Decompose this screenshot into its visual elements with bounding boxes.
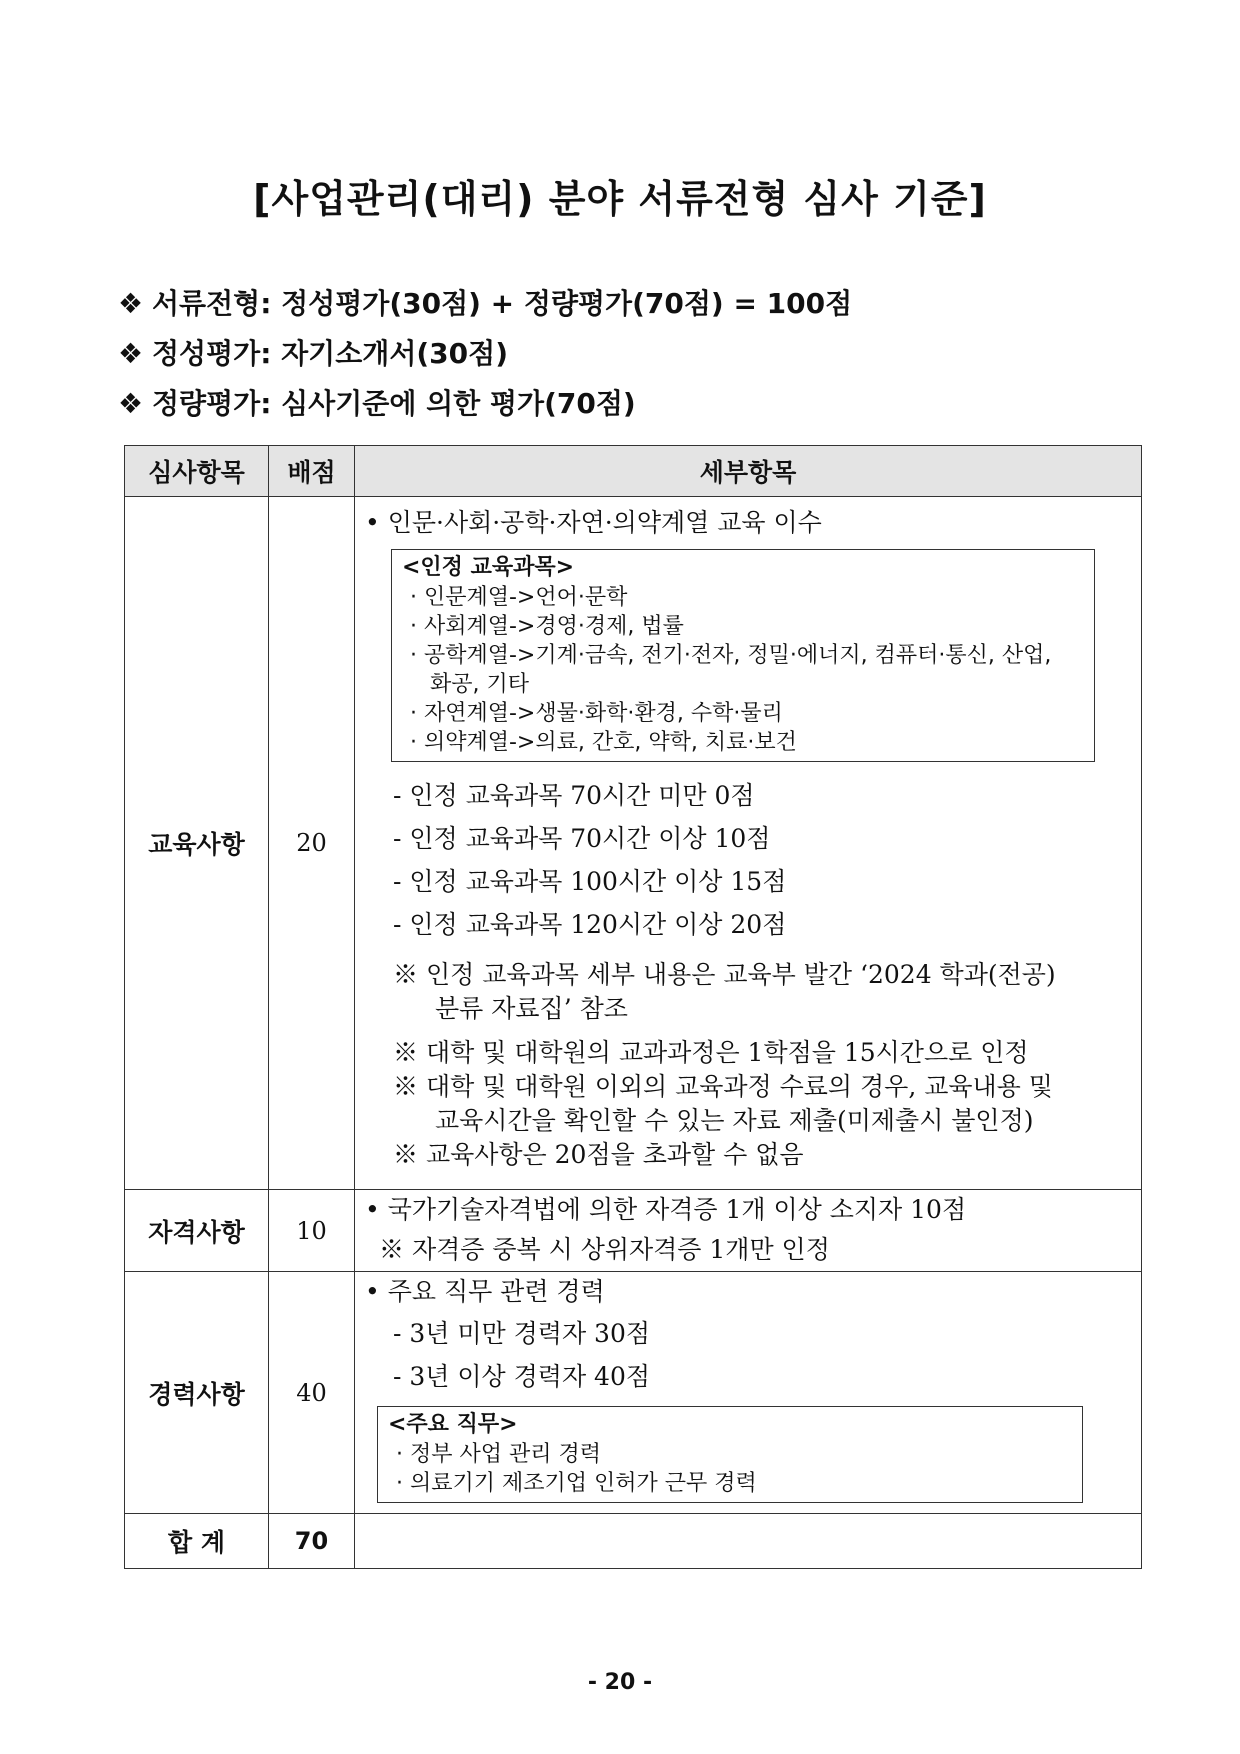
summary-item: ❖ 서류전형: 정성평가(30점) + 정량평가(70점) = 100점 [118, 287, 853, 320]
detail-career [355, 1272, 1142, 1514]
detail-qualification [355, 1190, 1142, 1272]
criteria-item: - 3년 미만 경력자 30점 [393, 1319, 651, 1348]
header-score: 배점 [269, 446, 355, 497]
criteria-item: - 인정 교육과목 100시간 이상 15점 [393, 867, 787, 896]
list-item: · 의약계열->의료, 간호, 약학, 치료·보건 [410, 730, 797, 755]
total-score: 70 [269, 1514, 355, 1569]
list-item: · 자연계열->생물·화학·환경, 수학·물리 [410, 701, 783, 726]
list-item: · 공학계열->기계·금속, 전기·전자, 정밀·에너지, 컴퓨터·통신, 산업, [410, 643, 1052, 668]
diamond-bullet-icon: ❖ [118, 337, 144, 370]
page-number: - 20 - [587, 1670, 653, 1695]
table-row-qualification [125, 1190, 1142, 1272]
criteria-item: - 인정 교육과목 70시간 미만 0점 [393, 781, 755, 810]
list-item: · 의료기기 제조기업 인허가 근무 경력 [396, 1471, 757, 1496]
qualification-note: ※ 자격증 중복 시 상위자격증 1개만 인정 [379, 1235, 830, 1264]
note-item: ※ 인정 교육과목 세부 내용은 교육부 발간 ‘2024 학과(전공) 분류 자료집’ 참조 [393, 960, 1056, 1023]
diamond-bullet-icon: ❖ [118, 387, 144, 420]
list-item-continuation: 화공, 기타 [430, 672, 529, 697]
summary-list [118, 282, 852, 432]
list-item: · 사회계열->경영·경제, 법률 [410, 614, 684, 639]
education-bullet: • 인문·사회·공학·자연·의약계열 교육 이수 [365, 508, 822, 537]
note-item: ※ 대학 및 대학원 이외의 교육과정 수료의 경우, 교육내용 및 교육시간을 확인할 수 있는 자료 제출(미제출시 불인정) [393, 1072, 1053, 1135]
list-item: · 인문계열->언어·문학 [410, 585, 628, 610]
main-duties-box: <주요 직무> · 정부 사업 관리 경력 · 의료기기 제조기업 인허가 근무 경력 [377, 1406, 1083, 1503]
recognized-subjects-box: <인정 교육과목> · 인문계열->언어·문학 · 사회계열->경영·경제, 법률 · 공학계열->기계·금속, 전기·전자, 정밀·에너지, 컴퓨터·통신, 산업, 화공, 기타 · 자연계열->생물·화학·환경, 수학·물리 · 의약계열->의료, 간호, 약학, 치료·보건 [391, 549, 1095, 762]
detail-education [355, 497, 1142, 1190]
note-item: ※ 대학 및 대학원의 교과과정은 1학점을 15시간으로 인정 [393, 1038, 1029, 1067]
table-header-row [125, 446, 1142, 497]
table-row-career [125, 1272, 1142, 1514]
criteria-item: - 3년 이상 경력자 40점 [393, 1362, 651, 1391]
criteria-table [124, 445, 1142, 1569]
header-category: 심사항목 [125, 446, 269, 497]
score-career: 40 [269, 1272, 355, 1514]
criteria-item: - 인정 교육과목 120시간 이상 20점 [393, 910, 787, 939]
total-label: 합 계 [125, 1514, 269, 1569]
note-item: ※ 교육사항은 20점을 초과할 수 없음 [393, 1140, 804, 1169]
page-title: [사업관리(대리) 분야 서류전형 심사 기준] [253, 177, 987, 221]
criteria-item: - 인정 교육과목 70시간 이상 10점 [393, 824, 771, 853]
diamond-bullet-icon: ❖ [118, 287, 144, 320]
list-item: · 정부 사업 관리 경력 [396, 1442, 601, 1467]
category-qualification: 자격사항 [125, 1190, 269, 1272]
qualification-bullet: • 국가기술자격법에 의한 자격증 1개 이상 소지자 10점 [365, 1195, 967, 1224]
summary-item: ❖ 정성평가: 자기소개서(30점) [118, 337, 508, 370]
career-bullet: • 주요 직무 관련 경력 [365, 1277, 605, 1306]
total-detail-empty [355, 1514, 1142, 1569]
category-career: 경력사항 [125, 1272, 269, 1514]
score-education: 20 [269, 497, 355, 1190]
category-education: 교육사항 [125, 497, 269, 1190]
score-qualification: 10 [269, 1190, 355, 1272]
table-row-total [125, 1514, 1142, 1569]
summary-item: ❖ 정량평가: 심사기준에 의한 평가(70점) [118, 387, 636, 420]
table-row-education [125, 497, 1142, 1190]
header-detail: 세부항목 [355, 446, 1142, 497]
